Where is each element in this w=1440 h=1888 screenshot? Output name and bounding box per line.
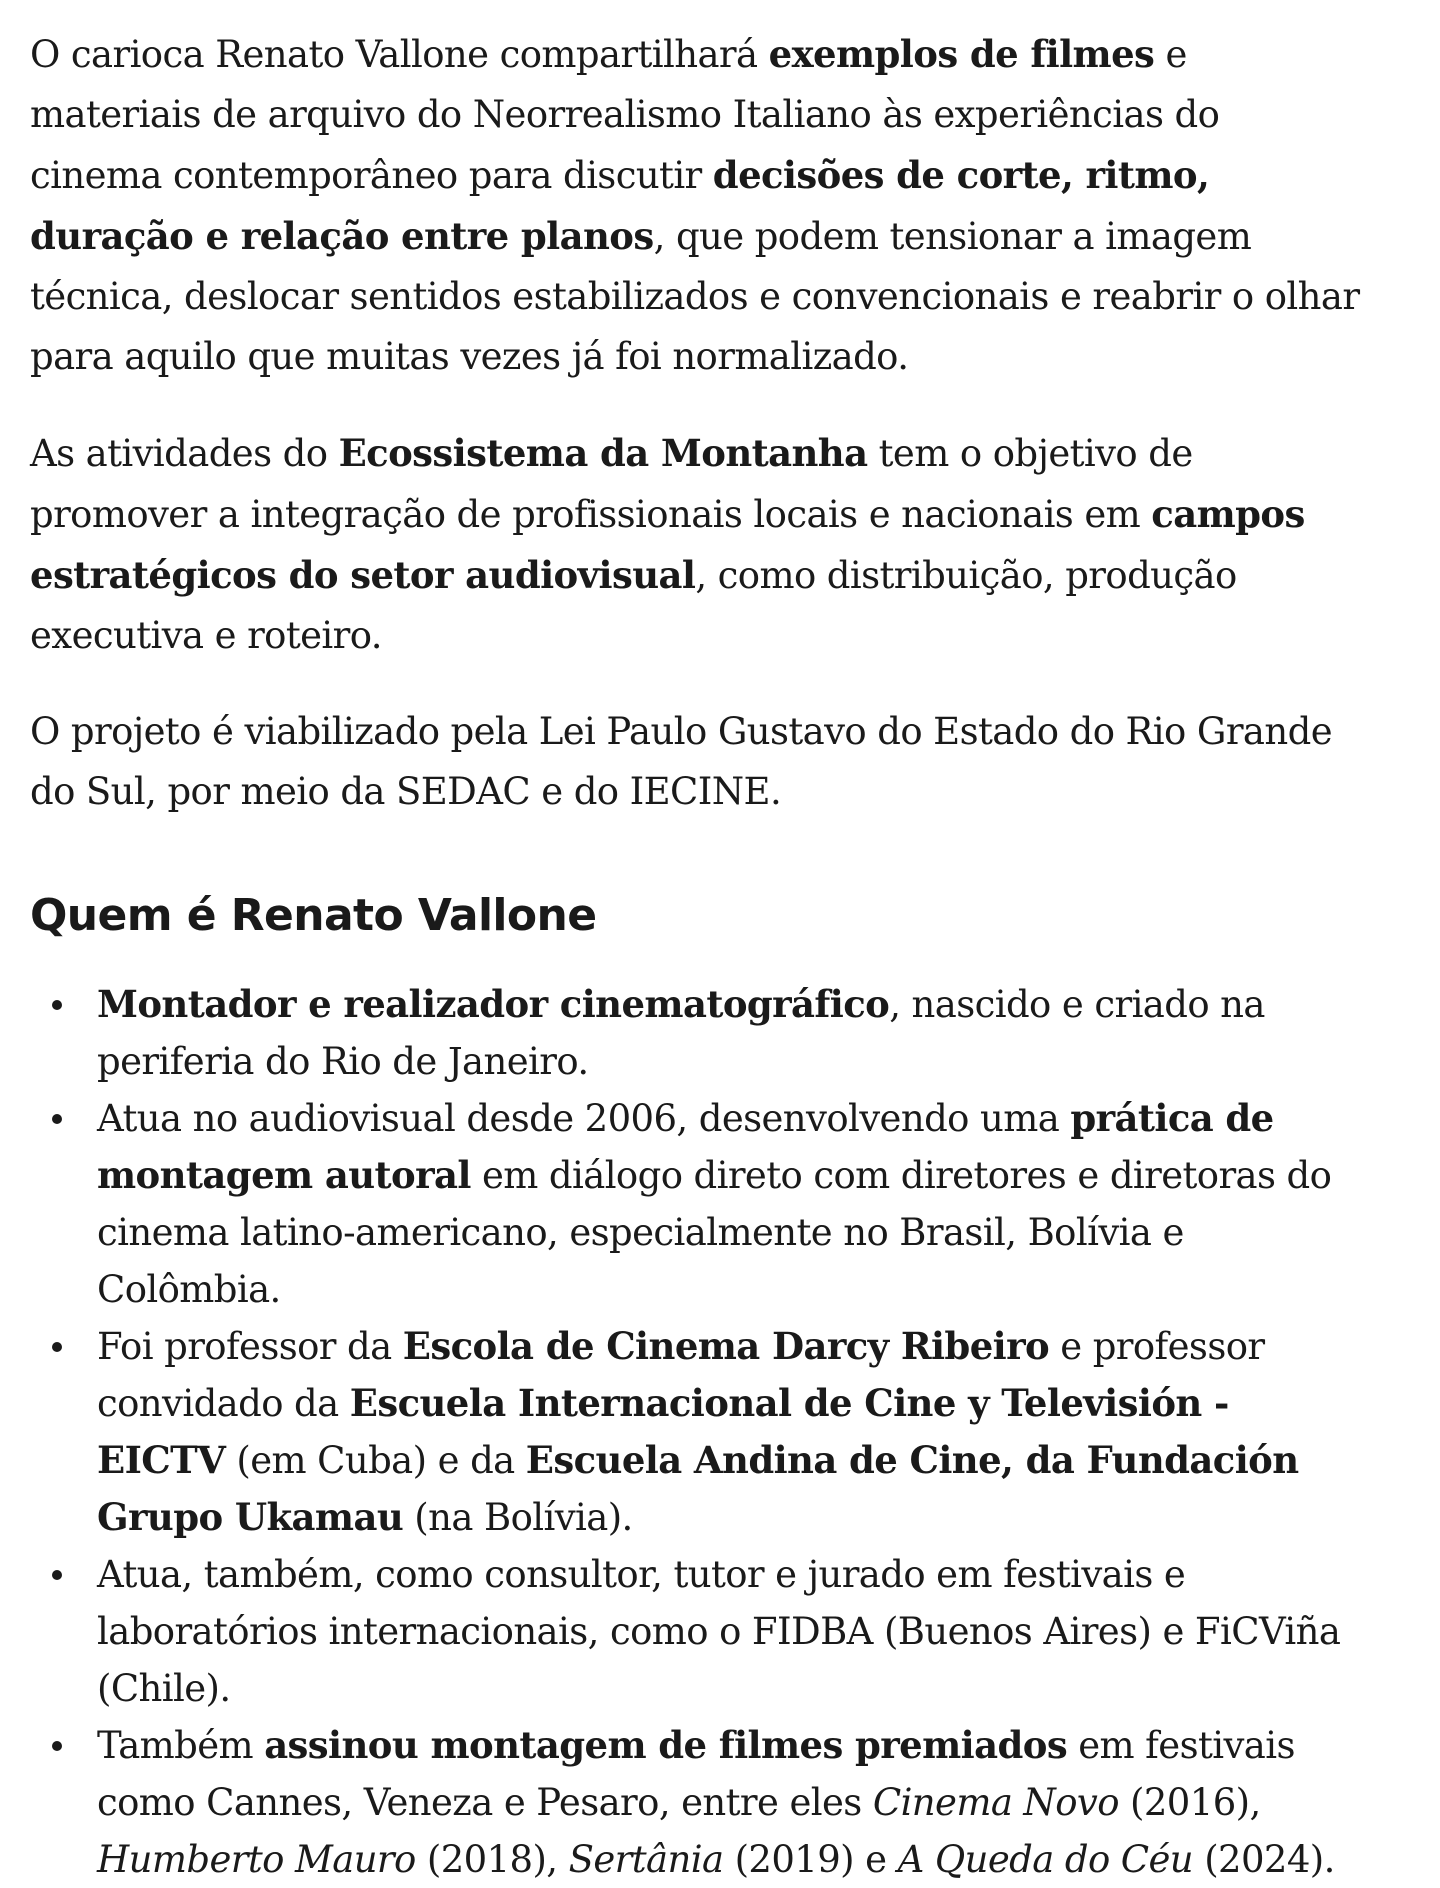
list-item (30, 1090, 1360, 1318)
paragraph-funding (30, 702, 1360, 822)
italic-title: Cinema Novo (872, 1781, 1119, 1824)
text-run: O projeto é viabilizado pela Lei Paulo Gustavo do Estado do Rio Grande do Sul, por meio da SEDAC e do IECINE. (30, 710, 1332, 813)
text-run: (2024). (1193, 1838, 1335, 1881)
list-item-text (97, 1097, 1331, 1311)
list-item-text (97, 983, 1265, 1083)
text-run: , que podem tensionar a imagem técnica, deslocar sentidos estabilizados e convencionais e reabrir o olhar para aquilo que muitas vezes já foi normalizado. (30, 215, 1360, 378)
text-run: (em Cuba) e da (225, 1439, 526, 1482)
italic-title: Humberto Mauro (97, 1838, 416, 1881)
text-run: O carioca Renato Vallone compartilhará (30, 33, 769, 76)
text-run: e professor convidado da (97, 1325, 1265, 1425)
text-run: Também (97, 1724, 265, 1767)
text-run: (2018), (415, 1838, 569, 1881)
bullet-icon (52, 1342, 62, 1352)
text-run: (2016), (1118, 1781, 1261, 1824)
text-run: e materiais de arquivo do Neorrealismo Italiano às experiências do cinema contemporâneo para discutir (30, 33, 1220, 197)
article-body (30, 24, 1360, 1888)
list-item-text (97, 1724, 1335, 1881)
bold-text: Ecossistema da Montanha (338, 431, 868, 475)
bold-text: decisões de corte, ritmo, duração e relação entre planos (30, 153, 1210, 258)
section-heading: Quem é Renato Vallone (30, 890, 597, 941)
list-item (30, 976, 1360, 1090)
text-run: em diálogo direto com diretores e diretoras do cinema latino-americano, especialmente no Brasil, Bolívia e Colômbia. (97, 1154, 1332, 1311)
bold-text: assinou montagem de filmes premiados (264, 1723, 1068, 1767)
text-run: , nascido e criado na periferia do Rio de Janeiro. (97, 983, 1265, 1083)
bold-text: Montador e realizador cinematográfico (97, 982, 890, 1026)
bio-list (30, 976, 1360, 1888)
text-run: (na Bolívia). (403, 1496, 633, 1539)
bold-text: campos estratégicos do setor audiovisual (30, 492, 1305, 597)
paragraph-intro (30, 24, 1360, 387)
text-run: Foi professor da (97, 1325, 403, 1368)
bullet-icon (52, 1570, 62, 1580)
text-run: tem o objetivo de promover a integração de profissionais locais e nacionais em (30, 432, 1193, 536)
text-run: , como distribuição, produção executiva e roteiro. (30, 554, 1237, 657)
bold-text: Escuela Andina de Cine, da Fundación Grupo Ukamau (97, 1438, 1299, 1539)
bullet-icon (52, 1000, 62, 1010)
list-item-text (97, 1553, 1340, 1710)
bold-text: Escuela Internacional de Cine y Televisión - EICTV (97, 1381, 1229, 1482)
italic-title: Sertânia (568, 1838, 724, 1881)
list-item (30, 1546, 1360, 1717)
bullet-icon (52, 1741, 62, 1751)
bold-text: Escola de Cinema Darcy Ribeiro (402, 1324, 1050, 1368)
text-run: As atividades do (30, 432, 339, 475)
list-item (30, 1717, 1360, 1888)
bold-text: prática de montagem autoral (97, 1096, 1274, 1197)
text-run: (2019) e (723, 1838, 898, 1881)
list-item-text (97, 1325, 1299, 1539)
text-run: Atua no audiovisual desde 2006, desenvolvendo uma (97, 1097, 1071, 1140)
text-run: Atua, também, como consultor, tutor e jurado em festivais e laboratórios internacionais, como o FIDBA (Buenos Aires) e FiCViña (Chile). (97, 1553, 1341, 1710)
italic-title: A Queda do Céu (897, 1838, 1194, 1881)
bold-text: exemplos de filmes (768, 32, 1155, 76)
list-item (30, 1318, 1360, 1546)
text-run: em festivais como Cannes, Veneza e Pesaro, entre eles (97, 1724, 1295, 1824)
bullet-icon (52, 1114, 62, 1124)
paragraph-ecosystem (30, 423, 1360, 666)
